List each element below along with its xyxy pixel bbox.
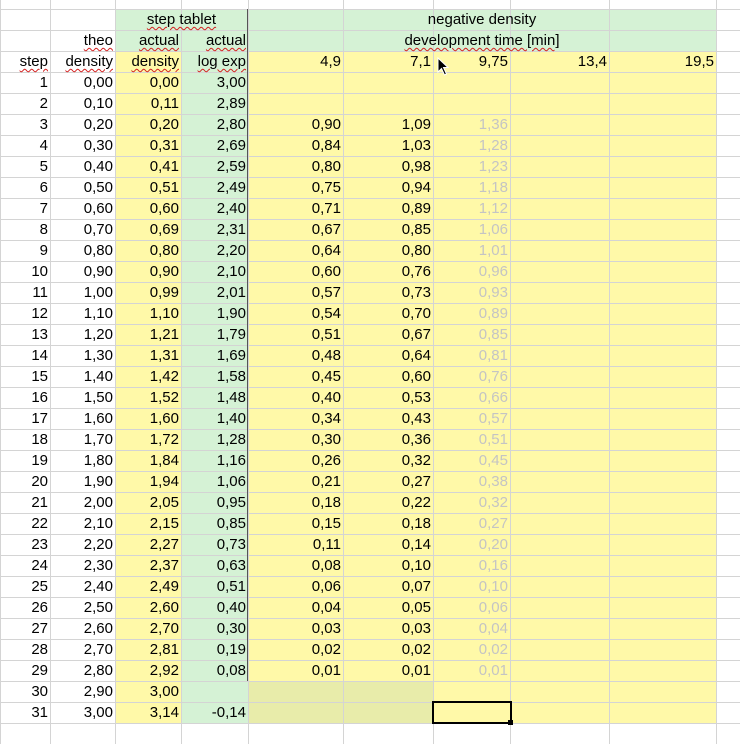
cell-log[interactable]: 2,49 xyxy=(216,179,246,196)
cell-t2[interactable]: 0,76 xyxy=(401,263,431,280)
cell-actual[interactable]: 2,49 xyxy=(149,578,179,595)
cell-step[interactable]: 15 xyxy=(31,368,48,385)
cell-t2[interactable]: 0,43 xyxy=(401,410,431,427)
cell-step[interactable]: 26 xyxy=(31,599,48,616)
cell-theo[interactable]: 0,00 xyxy=(83,74,113,91)
cell-actual[interactable]: 0,60 xyxy=(149,200,179,217)
cell-theo[interactable]: 0,40 xyxy=(83,158,113,175)
cell-actual[interactable]: 2,60 xyxy=(149,599,179,616)
cell-step[interactable]: 14 xyxy=(31,347,48,364)
cell-t1[interactable]: 0,51 xyxy=(311,326,341,343)
cell-actual[interactable]: 1,31 xyxy=(149,347,179,364)
header-theo: theo xyxy=(83,32,113,49)
cell-t1[interactable]: 0,26 xyxy=(311,452,341,469)
cell-actual[interactable]: 1,42 xyxy=(149,368,179,385)
cell-actual[interactable]: 0,80 xyxy=(149,242,179,259)
cell-step[interactable]: 8 xyxy=(39,221,48,238)
cell-log[interactable]: 1,28 xyxy=(216,431,246,448)
cell-step[interactable]: 27 xyxy=(31,620,48,637)
cell-step[interactable]: 25 xyxy=(31,578,48,595)
cell-t2[interactable]: 0,14 xyxy=(401,536,431,553)
cell-t1[interactable]: 0,71 xyxy=(311,200,341,217)
cell-t1[interactable]: 0,64 xyxy=(311,242,341,259)
cell-t3[interactable]: 0,57 xyxy=(478,410,508,427)
cell-log[interactable]: 0,63 xyxy=(216,557,246,574)
cell-log[interactable]: 2,89 xyxy=(216,95,246,112)
cell-step[interactable]: 23 xyxy=(31,536,48,553)
cell-log[interactable] xyxy=(181,681,248,702)
cell-theo[interactable]: 1,40 xyxy=(83,368,113,385)
header-density-1: density xyxy=(65,53,113,70)
cell-step[interactable]: 13 xyxy=(31,326,48,343)
grid-row-line xyxy=(0,723,740,724)
cell-log[interactable]: 1,90 xyxy=(216,305,246,322)
cell-step[interactable]: 24 xyxy=(31,557,48,574)
cell-t2[interactable]: 0,67 xyxy=(401,326,431,343)
grid-column-line xyxy=(609,0,610,744)
cell-t2[interactable] xyxy=(343,93,433,114)
cell-actual[interactable]: 1,60 xyxy=(149,410,179,427)
cell-step[interactable]: 10 xyxy=(31,263,48,280)
cell-actual[interactable]: 2,92 xyxy=(149,662,179,679)
cell-t2[interactable]: 0,73 xyxy=(401,284,431,301)
cell-actual[interactable]: 0,31 xyxy=(149,137,179,154)
cell-log[interactable]: 3,00 xyxy=(216,74,246,91)
cell-t3[interactable]: 1,06 xyxy=(478,221,508,238)
cell-theo[interactable]: 2,40 xyxy=(83,578,113,595)
cell-t1[interactable]: 0,80 xyxy=(311,158,341,175)
cell-actual[interactable]: 0,00 xyxy=(149,74,179,91)
cell-t1[interactable]: 0,04 xyxy=(311,599,341,616)
cell-theo[interactable]: 0,70 xyxy=(83,221,113,238)
cell-t2[interactable]: 0,53 xyxy=(401,389,431,406)
fill-handle[interactable] xyxy=(508,720,513,725)
cell-t3[interactable]: 0,38 xyxy=(478,473,508,490)
cell-t3[interactable]: 0,96 xyxy=(478,263,508,280)
cell-t3[interactable]: 1,23 xyxy=(478,158,508,175)
cell-theo[interactable]: 2,60 xyxy=(83,620,113,637)
cell-log[interactable]: 1,58 xyxy=(216,368,246,385)
cell-t3[interactable]: 0,01 xyxy=(478,662,508,679)
cell-t2[interactable]: 0,60 xyxy=(401,368,431,385)
cell-t1[interactable]: 0,34 xyxy=(311,410,341,427)
cell-step[interactable]: 16 xyxy=(31,389,48,406)
cell-t1[interactable]: 0,84 xyxy=(311,137,341,154)
cell-step[interactable]: 2 xyxy=(39,95,48,112)
cell-actual[interactable]: 2,70 xyxy=(149,620,179,637)
header-step-tablet: step tablet xyxy=(146,11,217,28)
cell-t3[interactable]: 0,93 xyxy=(478,284,508,301)
cell-t2[interactable]: 0,18 xyxy=(401,515,431,532)
header-step: step xyxy=(19,53,48,70)
cell-t2[interactable]: 0,70 xyxy=(401,305,431,322)
cell-t3[interactable]: 0,45 xyxy=(478,452,508,469)
cell-step[interactable]: 11 xyxy=(32,284,48,301)
cell-actual[interactable]: 1,21 xyxy=(149,326,179,343)
cell-t1[interactable]: 0,08 xyxy=(311,557,341,574)
cell-theo[interactable]: 1,60 xyxy=(83,410,113,427)
cell-step[interactable]: 22 xyxy=(31,515,48,532)
header-density-2: density xyxy=(131,53,179,70)
cell-step[interactable]: 31 xyxy=(31,704,48,721)
cell-t2[interactable]: 1,09 xyxy=(401,116,431,133)
cell-log[interactable]: 0,19 xyxy=(216,641,246,658)
cell-theo[interactable]: 0,50 xyxy=(83,179,113,196)
cell-step[interactable]: 29 xyxy=(31,662,48,679)
cell-t2[interactable]: 0,03 xyxy=(401,620,431,637)
cell-actual[interactable]: 0,99 xyxy=(149,284,179,301)
cell-t2[interactable] xyxy=(343,681,433,702)
cell-log[interactable]: 0,85 xyxy=(216,515,246,532)
cell-step[interactable]: 1 xyxy=(39,74,48,91)
cell-t3[interactable]: 0,02 xyxy=(478,641,508,658)
cell-t3[interactable]: 0,27 xyxy=(478,515,508,532)
cell-actual[interactable]: 1,52 xyxy=(149,389,179,406)
cell-t3[interactable]: 0,85 xyxy=(478,326,508,343)
cell-t2[interactable]: 0,27 xyxy=(401,473,431,490)
cell-log[interactable]: 2,20 xyxy=(216,242,246,259)
cell-t1[interactable]: 0,57 xyxy=(311,284,341,301)
cell-log[interactable]: -0,14 xyxy=(211,704,246,721)
cell-actual[interactable]: 2,05 xyxy=(149,494,179,511)
cell-t1[interactable] xyxy=(248,702,343,723)
cell-theo[interactable]: 2,00 xyxy=(83,494,113,511)
cell-t1[interactable]: 0,67 xyxy=(311,221,341,238)
cell-theo[interactable]: 2,10 xyxy=(83,515,113,532)
cell-log[interactable]: 2,01 xyxy=(216,284,246,301)
cell-t2[interactable] xyxy=(343,702,433,723)
cell-actual[interactable]: 1,94 xyxy=(149,473,179,490)
cell-t1[interactable]: 0,15 xyxy=(311,515,341,532)
cell-t2[interactable]: 0,22 xyxy=(401,494,431,511)
cell-t2[interactable]: 0,36 xyxy=(401,431,431,448)
cell-theo[interactable]: 2,90 xyxy=(83,683,113,700)
cell-log[interactable]: 0,40 xyxy=(216,599,246,616)
cell-t3[interactable]: 0,20 xyxy=(478,536,508,553)
cell-t1[interactable]: 0,75 xyxy=(311,179,341,196)
header-time-4: 13,4 xyxy=(577,53,607,70)
cell-actual[interactable]: 0,90 xyxy=(149,263,179,280)
cell-step[interactable]: 9 xyxy=(39,242,48,259)
cell-t3[interactable]: 0,51 xyxy=(478,431,508,448)
cell-theo[interactable]: 1,80 xyxy=(83,452,113,469)
cell-step[interactable]: 21 xyxy=(31,494,48,511)
cell-log[interactable]: 0,30 xyxy=(216,620,246,637)
cell-t1[interactable] xyxy=(248,681,343,702)
cell-t2[interactable]: 0,80 xyxy=(401,242,431,259)
cell-log[interactable]: 2,80 xyxy=(216,116,246,133)
cell-actual[interactable]: 2,37 xyxy=(149,557,179,574)
cell-t2[interactable]: 0,10 xyxy=(401,557,431,574)
cell-t3[interactable]: 0,66 xyxy=(478,389,508,406)
cell-t1[interactable] xyxy=(248,72,343,93)
cell-t1[interactable] xyxy=(248,93,343,114)
cell-theo[interactable]: 3,00 xyxy=(83,704,113,721)
header-time-5: 19,5 xyxy=(684,53,714,70)
header-actual-2: actual xyxy=(205,32,246,49)
cell-theo[interactable]: 1,70 xyxy=(83,431,113,448)
cell-theo[interactable]: 2,20 xyxy=(83,536,113,553)
cell-step[interactable]: 12 xyxy=(31,305,48,322)
header-negative-density: negative density xyxy=(427,11,537,28)
cell-t1[interactable]: 0,90 xyxy=(311,116,341,133)
cell-t2[interactable]: 0,05 xyxy=(401,599,431,616)
cell-step[interactable]: 19 xyxy=(31,452,48,469)
cell-log[interactable]: 1,48 xyxy=(216,389,246,406)
cell-t3[interactable]: 1,18 xyxy=(478,179,508,196)
cell-t3[interactable]: 0,76 xyxy=(478,368,508,385)
cell-t3[interactable]: 1,12 xyxy=(478,200,508,217)
header-log-exp: log exp xyxy=(197,53,246,70)
cell-t3[interactable]: 0,06 xyxy=(478,599,508,616)
cell-step[interactable]: 7 xyxy=(39,200,48,217)
cell-t1[interactable]: 0,06 xyxy=(311,578,341,595)
cell-log[interactable]: 1,16 xyxy=(216,452,246,469)
cell-t1[interactable]: 0,54 xyxy=(311,305,341,322)
cell-theo[interactable]: 1,50 xyxy=(83,389,113,406)
cell-t3[interactable]: 0,04 xyxy=(478,620,508,637)
cell-t2[interactable]: 0,89 xyxy=(401,200,431,217)
cell-step[interactable]: 20 xyxy=(31,473,48,490)
cell-theo[interactable]: 2,50 xyxy=(83,599,113,616)
cell-t1[interactable]: 0,11 xyxy=(312,536,341,553)
cell-theo[interactable]: 1,90 xyxy=(83,473,113,490)
cell-t1[interactable]: 0,03 xyxy=(311,620,341,637)
cell-t3[interactable] xyxy=(433,93,510,114)
cell-actual[interactable]: 3,00 xyxy=(149,683,179,700)
cell-t2[interactable]: 0,02 xyxy=(401,641,431,658)
cell-step[interactable]: 5 xyxy=(39,158,48,175)
cell-theo[interactable]: 0,30 xyxy=(83,137,113,154)
cell-actual[interactable]: 1,84 xyxy=(149,452,179,469)
cell-actual[interactable]: 0,69 xyxy=(149,221,179,238)
cell-log[interactable]: 2,40 xyxy=(216,200,246,217)
cell-t3[interactable]: 0,16 xyxy=(478,557,508,574)
cell-t1[interactable]: 0,18 xyxy=(311,494,341,511)
cell-theo[interactable]: 1,00 xyxy=(83,284,113,301)
cell-log[interactable]: 1,79 xyxy=(216,326,246,343)
cell-actual[interactable]: 0,51 xyxy=(149,179,179,196)
cell-theo[interactable]: 0,60 xyxy=(83,200,113,217)
cell-step[interactable]: 28 xyxy=(31,641,48,658)
selected-cell[interactable] xyxy=(432,701,512,724)
cell-log[interactable]: 1,06 xyxy=(216,473,246,490)
cell-t3[interactable]: 0,32 xyxy=(478,494,508,511)
cell-t1[interactable]: 0,01 xyxy=(311,662,341,679)
cell-actual[interactable]: 2,27 xyxy=(149,536,179,553)
cell-t2[interactable]: 0,07 xyxy=(401,578,431,595)
cell-t1[interactable]: 0,45 xyxy=(311,368,341,385)
cell-log[interactable]: 1,40 xyxy=(216,410,246,427)
cell-theo[interactable]: 2,80 xyxy=(83,662,113,679)
cell-log[interactable]: 0,95 xyxy=(216,494,246,511)
cell-log[interactable]: 0,08 xyxy=(216,662,246,679)
cell-t3[interactable]: 0,81 xyxy=(478,347,508,364)
cell-t2[interactable] xyxy=(343,72,433,93)
cell-t3[interactable]: 0,89 xyxy=(478,305,508,322)
cell-theo[interactable]: 0,20 xyxy=(83,116,113,133)
cell-log[interactable]: 2,69 xyxy=(216,137,246,154)
cell-t1[interactable]: 0,60 xyxy=(311,263,341,280)
cell-actual[interactable]: 0,11 xyxy=(150,95,179,112)
cell-theo[interactable]: 0,10 xyxy=(83,95,113,112)
cell-t1[interactable]: 0,48 xyxy=(311,347,341,364)
cell-t2[interactable]: 0,94 xyxy=(401,179,431,196)
cell-actual[interactable]: 2,81 xyxy=(149,641,179,658)
cell-log[interactable]: 1,69 xyxy=(216,347,246,364)
cell-step[interactable]: 6 xyxy=(39,179,48,196)
grid-column-line xyxy=(510,0,511,744)
header-time-1: 4,9 xyxy=(320,53,341,70)
header-time-3: 9,75 xyxy=(478,53,508,70)
cell-t1[interactable]: 0,02 xyxy=(311,641,341,658)
cell-t3[interactable] xyxy=(433,681,510,702)
cell-actual[interactable]: 1,10 xyxy=(149,305,179,322)
cell-actual[interactable]: 0,41 xyxy=(149,158,179,175)
cell-theo[interactable]: 1,10 xyxy=(83,305,113,322)
cell-theo[interactable]: 2,70 xyxy=(83,641,113,658)
cell-log[interactable]: 0,73 xyxy=(216,536,246,553)
cell-t2[interactable]: 0,98 xyxy=(401,158,431,175)
cell-step[interactable]: 18 xyxy=(31,431,48,448)
cell-actual[interactable]: 0,20 xyxy=(149,116,179,133)
cell-theo[interactable]: 0,80 xyxy=(83,242,113,259)
cell-theo[interactable]: 1,30 xyxy=(83,347,113,364)
cell-theo[interactable]: 2,30 xyxy=(83,557,113,574)
cell-actual[interactable]: 2,15 xyxy=(149,515,179,532)
cell-t1[interactable]: 0,40 xyxy=(311,389,341,406)
cell-t2[interactable]: 0,85 xyxy=(401,221,431,238)
cell-actual[interactable]: 1,72 xyxy=(149,431,179,448)
cell-actual[interactable]: 3,14 xyxy=(149,704,179,721)
header-time-2: 7,1 xyxy=(410,53,431,70)
cell-t3[interactable]: 1,36 xyxy=(478,116,508,133)
cell-t2[interactable]: 0,01 xyxy=(401,662,431,679)
cell-log[interactable]: 0,51 xyxy=(216,578,246,595)
cell-t1[interactable]: 0,30 xyxy=(311,431,341,448)
cell-t3[interactable]: 1,28 xyxy=(478,137,508,154)
cell-log[interactable]: 2,10 xyxy=(216,263,246,280)
cell-step[interactable]: 17 xyxy=(31,410,48,427)
cell-log[interactable]: 2,31 xyxy=(216,221,246,238)
cell-step[interactable]: 30 xyxy=(31,683,48,700)
cell-t2[interactable]: 1,03 xyxy=(401,137,431,154)
cell-t3[interactable]: 1,01 xyxy=(478,242,508,259)
mouse-pointer-icon xyxy=(437,57,451,77)
cell-step[interactable]: 3 xyxy=(39,116,48,133)
cell-theo[interactable]: 1,20 xyxy=(83,326,113,343)
cell-theo[interactable]: 0,90 xyxy=(83,263,113,280)
header-actual-1: actual xyxy=(138,32,179,49)
cell-step[interactable]: 4 xyxy=(39,137,48,154)
cell-t2[interactable]: 0,64 xyxy=(401,347,431,364)
cell-log[interactable]: 2,59 xyxy=(216,158,246,175)
cell-t1[interactable]: 0,21 xyxy=(311,473,341,490)
cell-t3[interactable]: 0,10 xyxy=(478,578,508,595)
grid-column-line xyxy=(716,0,717,744)
cell-t2[interactable]: 0,32 xyxy=(401,452,431,469)
header-development-time: development time [min] xyxy=(404,32,560,49)
